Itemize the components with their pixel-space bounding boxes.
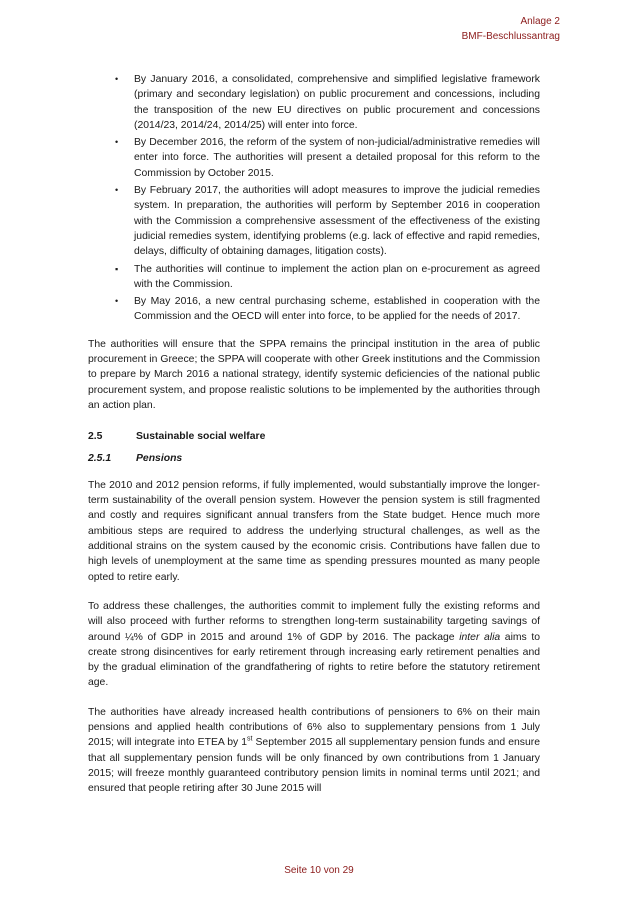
list-item [88,135,540,181]
page-number-footer: Seite 10 von 29 [284,865,354,876]
paragraph-pension-commitments [88,599,540,691]
document-body [88,72,540,810]
list-item [88,294,540,325]
header-proposal-label: BMF-Beschlussantrag [461,31,560,42]
list-item-text: The authorities will continue to implement the action plan on e-procurement as agreed with the Commission. [134,263,540,290]
bullet-marker: • [115,296,119,307]
header-annex-label: Anlage 2 [520,16,560,27]
paragraph-sppa: The authorities will ensure that the SPPA remains the principal institution in the area of public procurement in Greece; the SPPA will cooperate with other Greek institutions and the Commission to prepare by March 2016 a national strategy, identify systemic deficiencies of the national public procurement system, and propose realistic solutions to be implemented by the authorities through an action plan. [88,338,540,411]
bullet-marker: • [115,74,119,84]
list-item [88,183,540,259]
section-number: 2.5 [88,431,103,443]
paragraph-health-contributions [88,705,540,797]
list-item-text: By May 2016, a new central purchasing scheme, established in cooperation with the Commission and the OECD will enter into force, to be applied for the needs of 2017. [134,296,540,323]
paragraph-text: The authorities have already increased health contributions of pensioners to 6% on their main pensions and applied health contributions of 6% also to supplementary pensions from 1 July 2015; will integrate into ETEA by 1 [88,706,540,749]
section-title: Sustainable social welfare [136,431,266,443]
ordinal-suffix: st [247,735,253,743]
bullet-marker: • [115,137,119,148]
subsection-heading [88,451,540,466]
list-item-text: By January 2016, a consolidated, comprehensive and simplified legislative framework (primary and secondary legislation) on public procurement and concessions, including the transposition of the new EU directives on public procurement and concessions (2014/23, 2014/24, 2014/25) will enter into force. [134,74,540,131]
bullet-marker: • [115,185,119,196]
page-header [462,14,560,44]
italic-phrase: inter alia [459,631,501,643]
list-item-text: By December 2016, the reform of the system of non-judicial/administrative remedies will enter into force. The authorities will present a detailed proposal for this reform to the Commission by October 2015. [134,137,540,179]
list-item [88,262,540,293]
bullet-marker: ▪ [115,263,119,274]
list-item-text: By February 2017, the authorities will adopt measures to improve the judicial remedies system. In preparation, the authorities will perform by September 2016 in cooperation with the Commission a comprehensive assessment of the effectiveness of the existing judicial remedies system, identifying problems (e.g. lack of effective and rapid remedies, delays, difficulty of obtaining damages, litigation costs). [134,185,540,258]
paragraph-pension-reforms: The 2010 and 2012 pension reforms, if fully implemented, would substantially improve the longer-term sustainability of the overall pension system. However the pension system is still fragmented and costly and requires significant annual transfers from the State budget. Hence much more ambitious steps are required to address the underlying structural challenges, as well as the additional strains on the system caused by the economic crisis. Contributions have fallen due to high levels of unemployment at the same time as spending pressures mounted as many people opted to retire early. [88,479,540,583]
paragraph-text: To address these challenges, the authorities commit to implement fully the existing reforms and will also proceed with further reforms to strengthen long-term sustainability targeting savings of around ¼% of GDP in 2015 and around 1% of GDP by 2016. The package [88,600,540,643]
paragraph-text: September 2015 all supplementary pension funds and ensure that all supplementary pension funds will be only financed by own contributions from 1 January 2015; will freeze monthly guaranteed contributory pension limits in nominal terms until 2021; and ensured that people retiring after 30 June 2015 will [88,737,540,795]
section-heading [88,429,540,444]
subsection-title: Pensions [136,452,183,464]
paragraph-text: aims to create strong disincentives for early retirement through increasing early retirement penalties and by the gradual elimination of the grandfathering of rights to retire before the statutory retirement age. [88,631,540,689]
subsection-number: 2.5.1 [88,452,112,464]
list-item [88,72,540,133]
bullet-list [88,72,540,325]
